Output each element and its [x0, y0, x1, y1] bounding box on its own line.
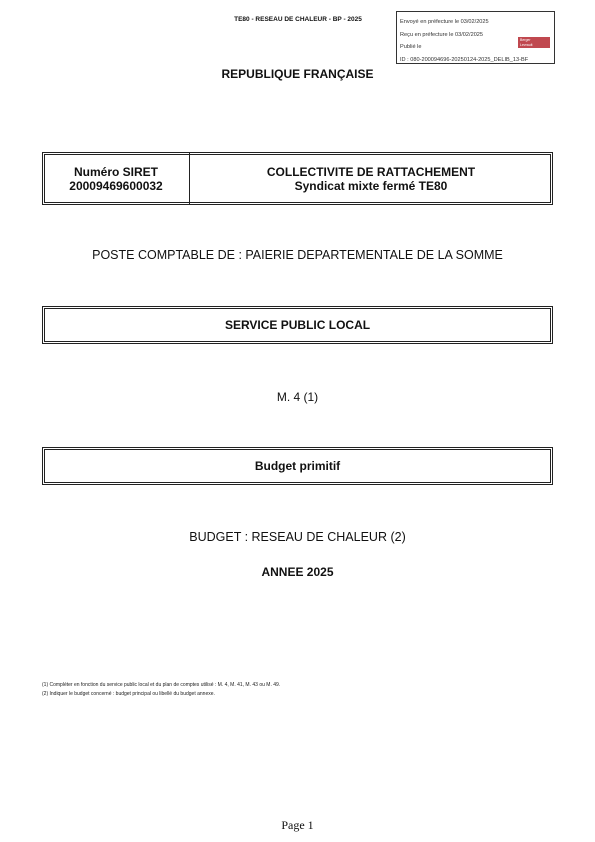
siret-label: Numéro SIRET — [73, 164, 158, 179]
footnotes — [42, 681, 442, 698]
collectivite-cell — [190, 153, 552, 204]
service-public-box — [42, 306, 553, 344]
stamp-id: ID : 080-200094696-20250124-2025_DELIB_13-BF — [400, 56, 529, 63]
siret-value: 20009469600032 — [69, 178, 163, 193]
stamp-sent-date: Envoyé en préfecture le 03/02/2025 — [400, 19, 489, 25]
poste-comptable: POSTE COMPTABLE DE : PAIERIE DEPARTEMENTALE DE LA SOMME — [92, 248, 503, 262]
budget-year: ANNEE 2025 — [261, 565, 334, 579]
collectivite-value: Syndicat mixte fermé TE80 — [294, 178, 448, 193]
footnote-2: (2) Indiquer le budget concerné : budget principal ou libellé du budget annexe. — [42, 690, 215, 697]
siret-collectivite-table — [42, 152, 553, 205]
collectivite-label: COLLECTIVITE DE RATTACHEMENT — [266, 164, 476, 179]
logo-line-1: Berger — [520, 37, 531, 42]
berger-levrault-logo — [518, 37, 550, 48]
stamp-published: Publié le — [400, 44, 422, 50]
document-header-title: TE80 - RESEAU DE CHALEUR - BP - 2025 — [234, 16, 362, 23]
stamp-received-date: Reçu en préfecture le 03/02/2025 — [400, 31, 484, 38]
siret-cell — [43, 153, 190, 204]
budget-name: BUDGET : RESEAU DE CHALEUR (2) — [189, 530, 406, 544]
footnote-1: (1) Compléter en fonction du service public local et du plan de comptes utilisé : M. 4, M. 41, M. 43 ou M. 49. — [42, 682, 281, 688]
nomenclature-label: M. 4 (1) — [276, 390, 319, 404]
page-number: Page 1 — [281, 818, 314, 832]
budget-type-label: Budget primitif — [254, 459, 341, 473]
logo-line-2: Levrault — [520, 42, 533, 47]
republic-title: REPUBLIQUE FRANÇAISE — [221, 67, 374, 81]
budget-type-box — [42, 447, 553, 485]
service-public-label: SERVICE PUBLIC LOCAL — [224, 318, 371, 332]
prefecture-stamp — [396, 11, 555, 64]
